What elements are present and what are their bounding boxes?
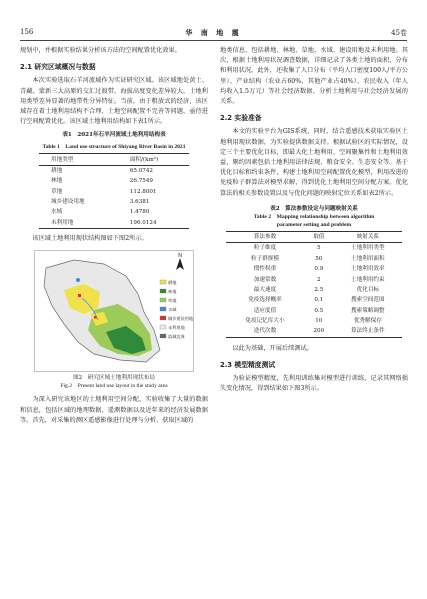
followup-paragraph: 以此为基础，开展后续测试。 xyxy=(232,344,313,352)
legend-label: 城乡建设用地 xyxy=(168,316,194,322)
urban-area xyxy=(78,294,81,297)
cell-mapping: 优化目标 xyxy=(356,286,380,293)
table-row xyxy=(226,274,402,284)
legend-label: 耕地 xyxy=(168,280,177,286)
table2-caption-cn: 表2 算法参数设定与问题映射关系 xyxy=(270,205,358,212)
table-row xyxy=(39,176,189,186)
table-row xyxy=(226,326,402,337)
table-row xyxy=(226,306,402,316)
table-row xyxy=(226,254,402,264)
table1-header-type: 用地类型 xyxy=(39,154,127,165)
cell-area: 196.0124 xyxy=(127,218,189,229)
legend-label: 林地 xyxy=(168,289,177,295)
cell-mapping: 土地利用效率 xyxy=(351,266,385,273)
legend-swatch xyxy=(160,307,166,311)
figure2-caption-cn: 图2 研究区域土地利用现状布局 xyxy=(73,375,155,382)
table-row xyxy=(226,264,402,274)
cell-area: 1.4780 xyxy=(129,209,150,216)
cell-value: 0.5 xyxy=(314,307,324,314)
table-row xyxy=(39,165,189,176)
legend-swatch xyxy=(160,325,166,329)
data-collection-paragraph: 为深入研究该地区的土地利用空间分配，实验收集了大量的数据和信息，包括区域的地理数据、遥测数据以及近年来的经济发展数据等。首先，对采集的测区遥感影像进行处理与分析，获取区域的 xyxy=(20,396,208,424)
intro-paragraph: 规划中，并根据实验结果分析该方法的空间配置优化效果。 xyxy=(20,47,181,54)
table1-header-area: 面积/(km²) xyxy=(127,154,189,165)
cell-param: 免疫选择概率 xyxy=(248,297,282,304)
cell-mapping: 算法终止条件 xyxy=(334,326,402,337)
cell-type: 林地 xyxy=(51,178,63,185)
page-number: 156 xyxy=(20,28,34,36)
cell-value: 0.9 xyxy=(314,266,324,273)
table2-header-value: 取值 xyxy=(304,231,334,242)
right-column xyxy=(220,46,408,395)
legend-swatch xyxy=(160,334,166,338)
table-row xyxy=(39,197,189,207)
water-area xyxy=(76,278,80,282)
table1-caption-en: Table 1 Land use structure of Shiyang River Basin in 2021 xyxy=(42,144,186,151)
cell-area: 112.8001 xyxy=(129,188,157,195)
table-row xyxy=(226,285,402,295)
section-2-1-heading: 2.1 研究区域概况与数据 xyxy=(20,63,96,72)
cell-mapping: 土地利用类型 xyxy=(351,245,385,252)
cell-value: 0.1 xyxy=(314,297,324,304)
study-area-paragraph: 本次实验选取石羊河流域作为实证研究区域。该区域地处黄土、青藏、蒙新三大高原的交汇过渡带，海拔高度变化差异较大，土地利用类型差异显著的地带性分异特征。当前，由于粗放式的经济，该区域存在着土地利用结构不合理、土地空间配置不完善等问题，亟待进行空间配置优化。该区域土地利用结构如下表1所示。 xyxy=(20,77,208,126)
cell-param: 最大速度 xyxy=(253,286,277,293)
cell-type: 水域 xyxy=(51,209,63,216)
legend-label: 未利用地 xyxy=(168,325,185,331)
header-rule xyxy=(20,40,407,41)
algorithm-parameter-table xyxy=(226,231,402,338)
legend-swatch xyxy=(160,280,166,284)
cell-value: 200 xyxy=(304,326,334,337)
cell-mapping: 优秀解保存 xyxy=(353,318,382,325)
cell-mapping: 搜索空间范围 xyxy=(351,297,385,304)
cell-type: 草地 xyxy=(51,188,63,195)
section-2-3-heading: 2.3 模型精度测试 xyxy=(220,360,276,369)
table2-header-param: 算法参数 xyxy=(226,231,304,242)
land-use-map xyxy=(34,250,194,372)
cell-area: 26.7549 xyxy=(129,178,153,185)
data-continuation-paragraph: 地类信息，包括耕地、林地、草地、水域、建设用地及未利用地。其次，根据土地利用状况调查数据，详细记录了各类土地的面积、分布和利用状况。此外，还收集了人口分布（平均人口密度100人/平方公里）、产业结构（农业占60%，其他产业占40%）、农民收入（年人均收入1.5万元）等社会经济数据，分析土地利用与社会经济发展的关系。 xyxy=(220,47,408,106)
legend-swatch xyxy=(160,289,166,293)
land-use-map-figure xyxy=(34,250,194,372)
legend-label: 流域边界 xyxy=(168,334,185,340)
legend-label: 草地 xyxy=(168,298,177,304)
cell-area: 3.6381 xyxy=(129,199,150,206)
cell-value: 10 xyxy=(315,318,323,325)
table-row xyxy=(226,295,402,305)
journal-name: 华 南 地 震 xyxy=(185,28,242,37)
cell-value: 5 xyxy=(317,245,321,252)
cell-value: 2 xyxy=(317,276,321,283)
cell-param: 迭代次数 xyxy=(226,326,304,337)
cell-param: 粒子群规模 xyxy=(250,255,279,262)
legend-label: 水域 xyxy=(168,307,177,313)
cell-param: 粒子维度 xyxy=(253,245,277,252)
svg-text:N: N xyxy=(178,253,182,260)
left-column xyxy=(20,46,208,426)
cell-param: 加速常数 xyxy=(253,276,277,283)
figure2-caption-en: Fig.2 Present land use layout in the study area xyxy=(60,383,168,390)
table-row xyxy=(39,187,189,197)
table-row xyxy=(226,316,402,326)
cell-type: 未利用地 xyxy=(39,218,127,229)
volume-label: 45卷 xyxy=(391,29,407,37)
land-use-table xyxy=(39,153,189,229)
table2-caption-en-1: Table 2 Mapping relationship between algorithm xyxy=(253,213,375,220)
cell-param: 适应度值 xyxy=(253,307,277,314)
cell-type: 耕地 xyxy=(51,167,63,174)
table-row xyxy=(39,218,189,229)
cell-mapping: 土地利用面积 xyxy=(351,255,385,262)
cell-param: 惯性权重 xyxy=(253,266,277,273)
cell-param: 免疫记忆库大小 xyxy=(245,318,285,325)
section-2-2-heading: 2.2 实验准备 xyxy=(220,114,262,123)
running-header xyxy=(20,28,407,40)
table-row xyxy=(39,207,189,217)
legend-swatch xyxy=(160,316,166,320)
figure-intro-paragraph: 该区域土地利用现状结构图如下图2所示。 xyxy=(32,235,148,243)
cell-value: 50 xyxy=(315,255,323,262)
table1-caption-cn: 表1 2021年石羊河流域土地利用结构表 xyxy=(62,132,166,139)
table2-header-mapping: 映射关系 xyxy=(334,231,402,242)
table-row xyxy=(226,243,402,254)
table2-caption-en-2: parameter setting and problem xyxy=(276,221,352,228)
experiment-setup-paragraph: 本文的实验平台为GIS系统，同时，结合遥感技术获取实验区土地利用现状数据，为实验提供数据支持。根据试验区的实际情况，设定三个主要优化目标，即最大化土地利用、空间聚集性和土地利用效益，剔约因素包括土地利用法律法规、粮食安全、生态安全等。基于优化目标和约束条件，构建土地利用空间配置优化模型，利用改进的免疫粒子群算法对模型求解，得到优化土地利用空间分配方案。优化算法的相关参数设置以及与优化问题的映射定位关系如表2所示。 xyxy=(220,128,408,197)
cell-value: 2.5 xyxy=(314,286,324,293)
cell-mapping: 搜索策略调整 xyxy=(351,307,385,314)
legend-swatch xyxy=(160,298,166,302)
urban-area xyxy=(94,316,97,319)
cell-type: 城乡建设用地 xyxy=(51,199,85,206)
cell-mapping: 土地利用约束 xyxy=(351,276,385,283)
cell-area: 65.0742 xyxy=(129,167,153,174)
model-accuracy-paragraph: 为验证模型精度，先利用训练集对模型进行训练，记录其网络损失变化情况，得到结果如下图3所示。 xyxy=(220,375,408,393)
